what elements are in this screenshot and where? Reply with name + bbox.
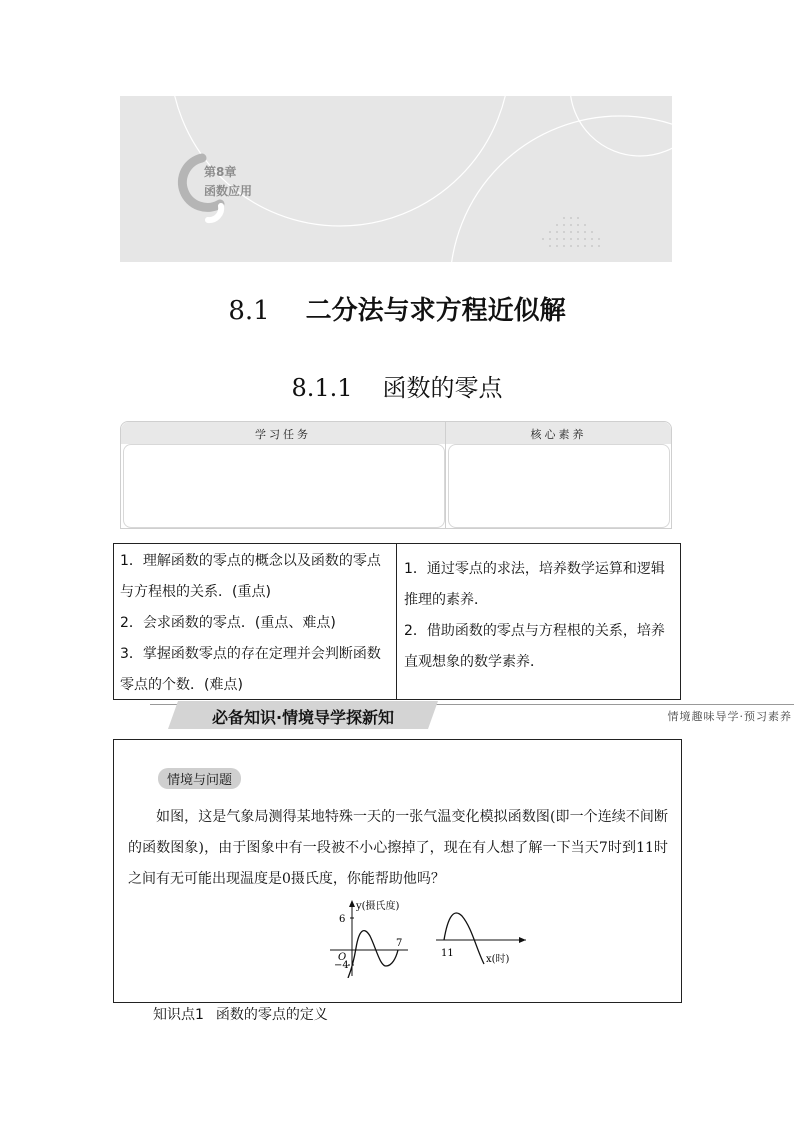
core-literacy-heading: 核心素养: [530, 428, 587, 441]
x-tick-label-11: 11: [441, 948, 454, 959]
subsection-name: 函数的零点: [382, 374, 503, 402]
learning-tasks-box: [123, 444, 445, 528]
learning-task-item: 1．理解函数的零点的概念以及函数的零点与方程根的关系．(重点): [120, 553, 381, 600]
core-literacy-item: 2．借助函数的零点与方程根的关系，培养直观想象的数学素养．: [404, 623, 665, 670]
y-axis-label: y(摄氏度): [356, 901, 400, 912]
learning-tasks-heading: 学习任务: [255, 428, 311, 441]
temperature-graph: [326, 898, 526, 978]
x-axis-label: x(时): [486, 954, 510, 965]
knowledge-section-bar: [150, 700, 794, 730]
core-literacy-box: [448, 444, 670, 528]
x-axis-arrow: [519, 937, 526, 943]
section-tab-label: 必备知识·情境导学探新知: [211, 708, 395, 727]
core-literacy-list: [404, 554, 674, 678]
scenario-paragraph: 如图，这是气象局测得某地特殊一天的一张气温变化模拟函数图(即一个连续不间断的函数图象)，由于图象中有一段被不小心擦掉了，现在有人想了解一下当天7时到11时之间有无可能出现温度是0摄氏度，你能帮助他吗？: [128, 809, 668, 887]
knowledge-point-number: 知识点1: [153, 1007, 204, 1023]
y-axis-arrow: [349, 900, 355, 907]
learning-task-item: 3．掌握函数零点的存在定理并会判断函数零点的个数．(难点): [120, 646, 381, 693]
subsection-number: 8.1.1: [291, 374, 353, 402]
x-tick-label-7: 7: [396, 938, 403, 949]
section-subtitle: 情境趣味导学·预习素养: [667, 710, 792, 723]
section-name: 二分法与求方程近似解: [305, 296, 566, 326]
scenario-text: [128, 802, 668, 895]
knowledge-point-title: [153, 1004, 328, 1024]
chapter-number: 第8章: [204, 165, 237, 179]
objectives-table: [113, 543, 681, 700]
y-tick-label-6: 6: [339, 914, 346, 925]
chapter-name: 函数应用: [204, 184, 253, 198]
subsection-title: [0, 368, 794, 403]
objectives-header: [120, 421, 672, 529]
temperature-curve-left: [348, 931, 398, 978]
learning-tasks-list: [120, 546, 392, 701]
objectives-table-divider: [396, 544, 397, 699]
y-tick-label-neg4: −4: [334, 960, 349, 971]
scenario-tag: 情境与问题: [158, 768, 241, 789]
section-title: [0, 290, 794, 327]
learning-task-item: 2．会求函数的零点．(重点、难点): [120, 615, 336, 631]
scenario-box: [113, 739, 682, 1003]
objectives-header-divider: [445, 422, 446, 528]
banner-decoration: [120, 96, 672, 262]
knowledge-point-name: 函数的零点的定义: [215, 1007, 328, 1023]
origin-label: O: [338, 952, 347, 963]
section-number: 8.1: [228, 296, 270, 326]
core-literacy-item: 1．通过零点的求法，培养数学运算和逻辑推理的素养．: [404, 561, 665, 608]
chapter-banner: [120, 96, 672, 262]
